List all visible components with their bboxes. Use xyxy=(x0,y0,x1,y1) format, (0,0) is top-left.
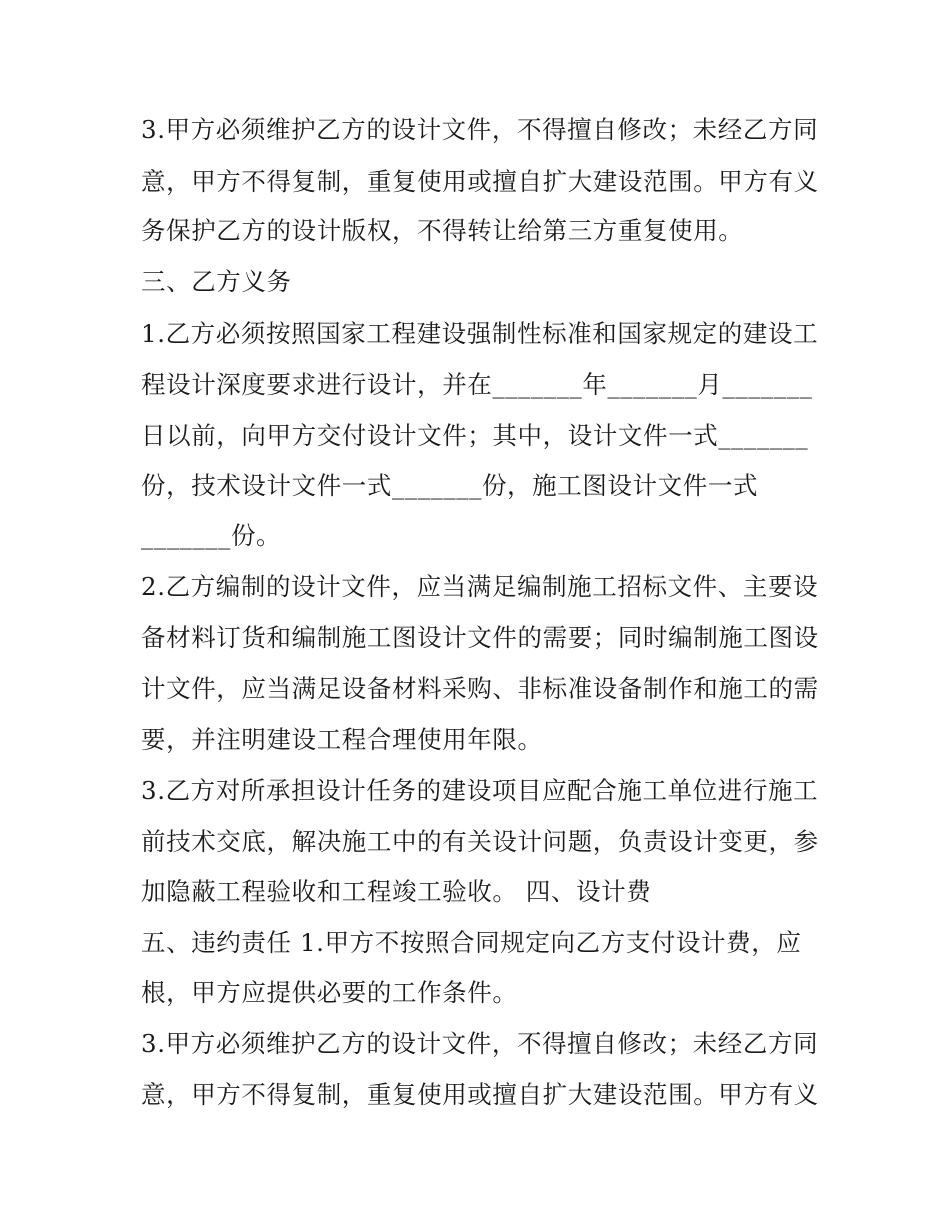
text-line: 务保护乙方的设计版权，不得转让给第三方重复使用。 xyxy=(141,216,744,245)
text-line: 加隐蔽工程验收和工程竣工验收。 四、设计费 xyxy=(141,877,652,906)
text-line: 3.甲方必须维护乙方的设计文件，不得擅自修改；未经乙方同 xyxy=(141,1029,819,1058)
text-line: 意，甲方不得复制，重复使用或擅自扩大建设范围。甲方有义 xyxy=(141,1080,819,1109)
text-line: 2.乙方编制的设计文件，应当满足编制施工招标文件、主要设 xyxy=(141,572,819,601)
text-line: 前技术交底，解决施工中的有关设计问题，负责设计变更，参 xyxy=(141,827,819,856)
text-line: 3.甲方必须维护乙方的设计文件，不得擅自修改；未经乙方同 xyxy=(141,115,819,144)
text-line: 五、违约责任 1.甲方不按照合同规定向乙方支付设计费，应 xyxy=(141,928,802,957)
text-line: 份，技术设计文件一式_______份，施工图设计文件一式 xyxy=(141,471,759,500)
text-line: 根，甲方应提供必要的工作条件。 xyxy=(141,978,518,1007)
text-line: 要，并注明建设工程合理使用年限。 xyxy=(141,725,543,754)
text-line: 备材料订货和编制施工图设计文件的需要；同时编制施工图设 xyxy=(141,623,819,652)
text-line: 计文件，应当满足设备材料采购、非标准设备制作和施工的需 xyxy=(141,674,819,703)
text-line: 意，甲方不得复制，重复使用或擅自扩大建设范围。甲方有义 xyxy=(141,167,819,196)
text-line: 程设计深度要求进行设计，并在_______年_______月_______ xyxy=(141,370,813,399)
text-line: 日以前，向甲方交付设计文件；其中，设计文件一式_______ xyxy=(141,421,809,450)
text-line: 3.乙方对所承担设计任务的建设项目应配合施工单位进行施工 xyxy=(141,776,819,805)
text-line: 1.乙方必须按照国家工程建设强制性标准和国家规定的建设工 xyxy=(141,319,819,348)
section-heading: 三、乙方义务 xyxy=(141,267,292,296)
text-line: _______份。 xyxy=(141,521,282,550)
